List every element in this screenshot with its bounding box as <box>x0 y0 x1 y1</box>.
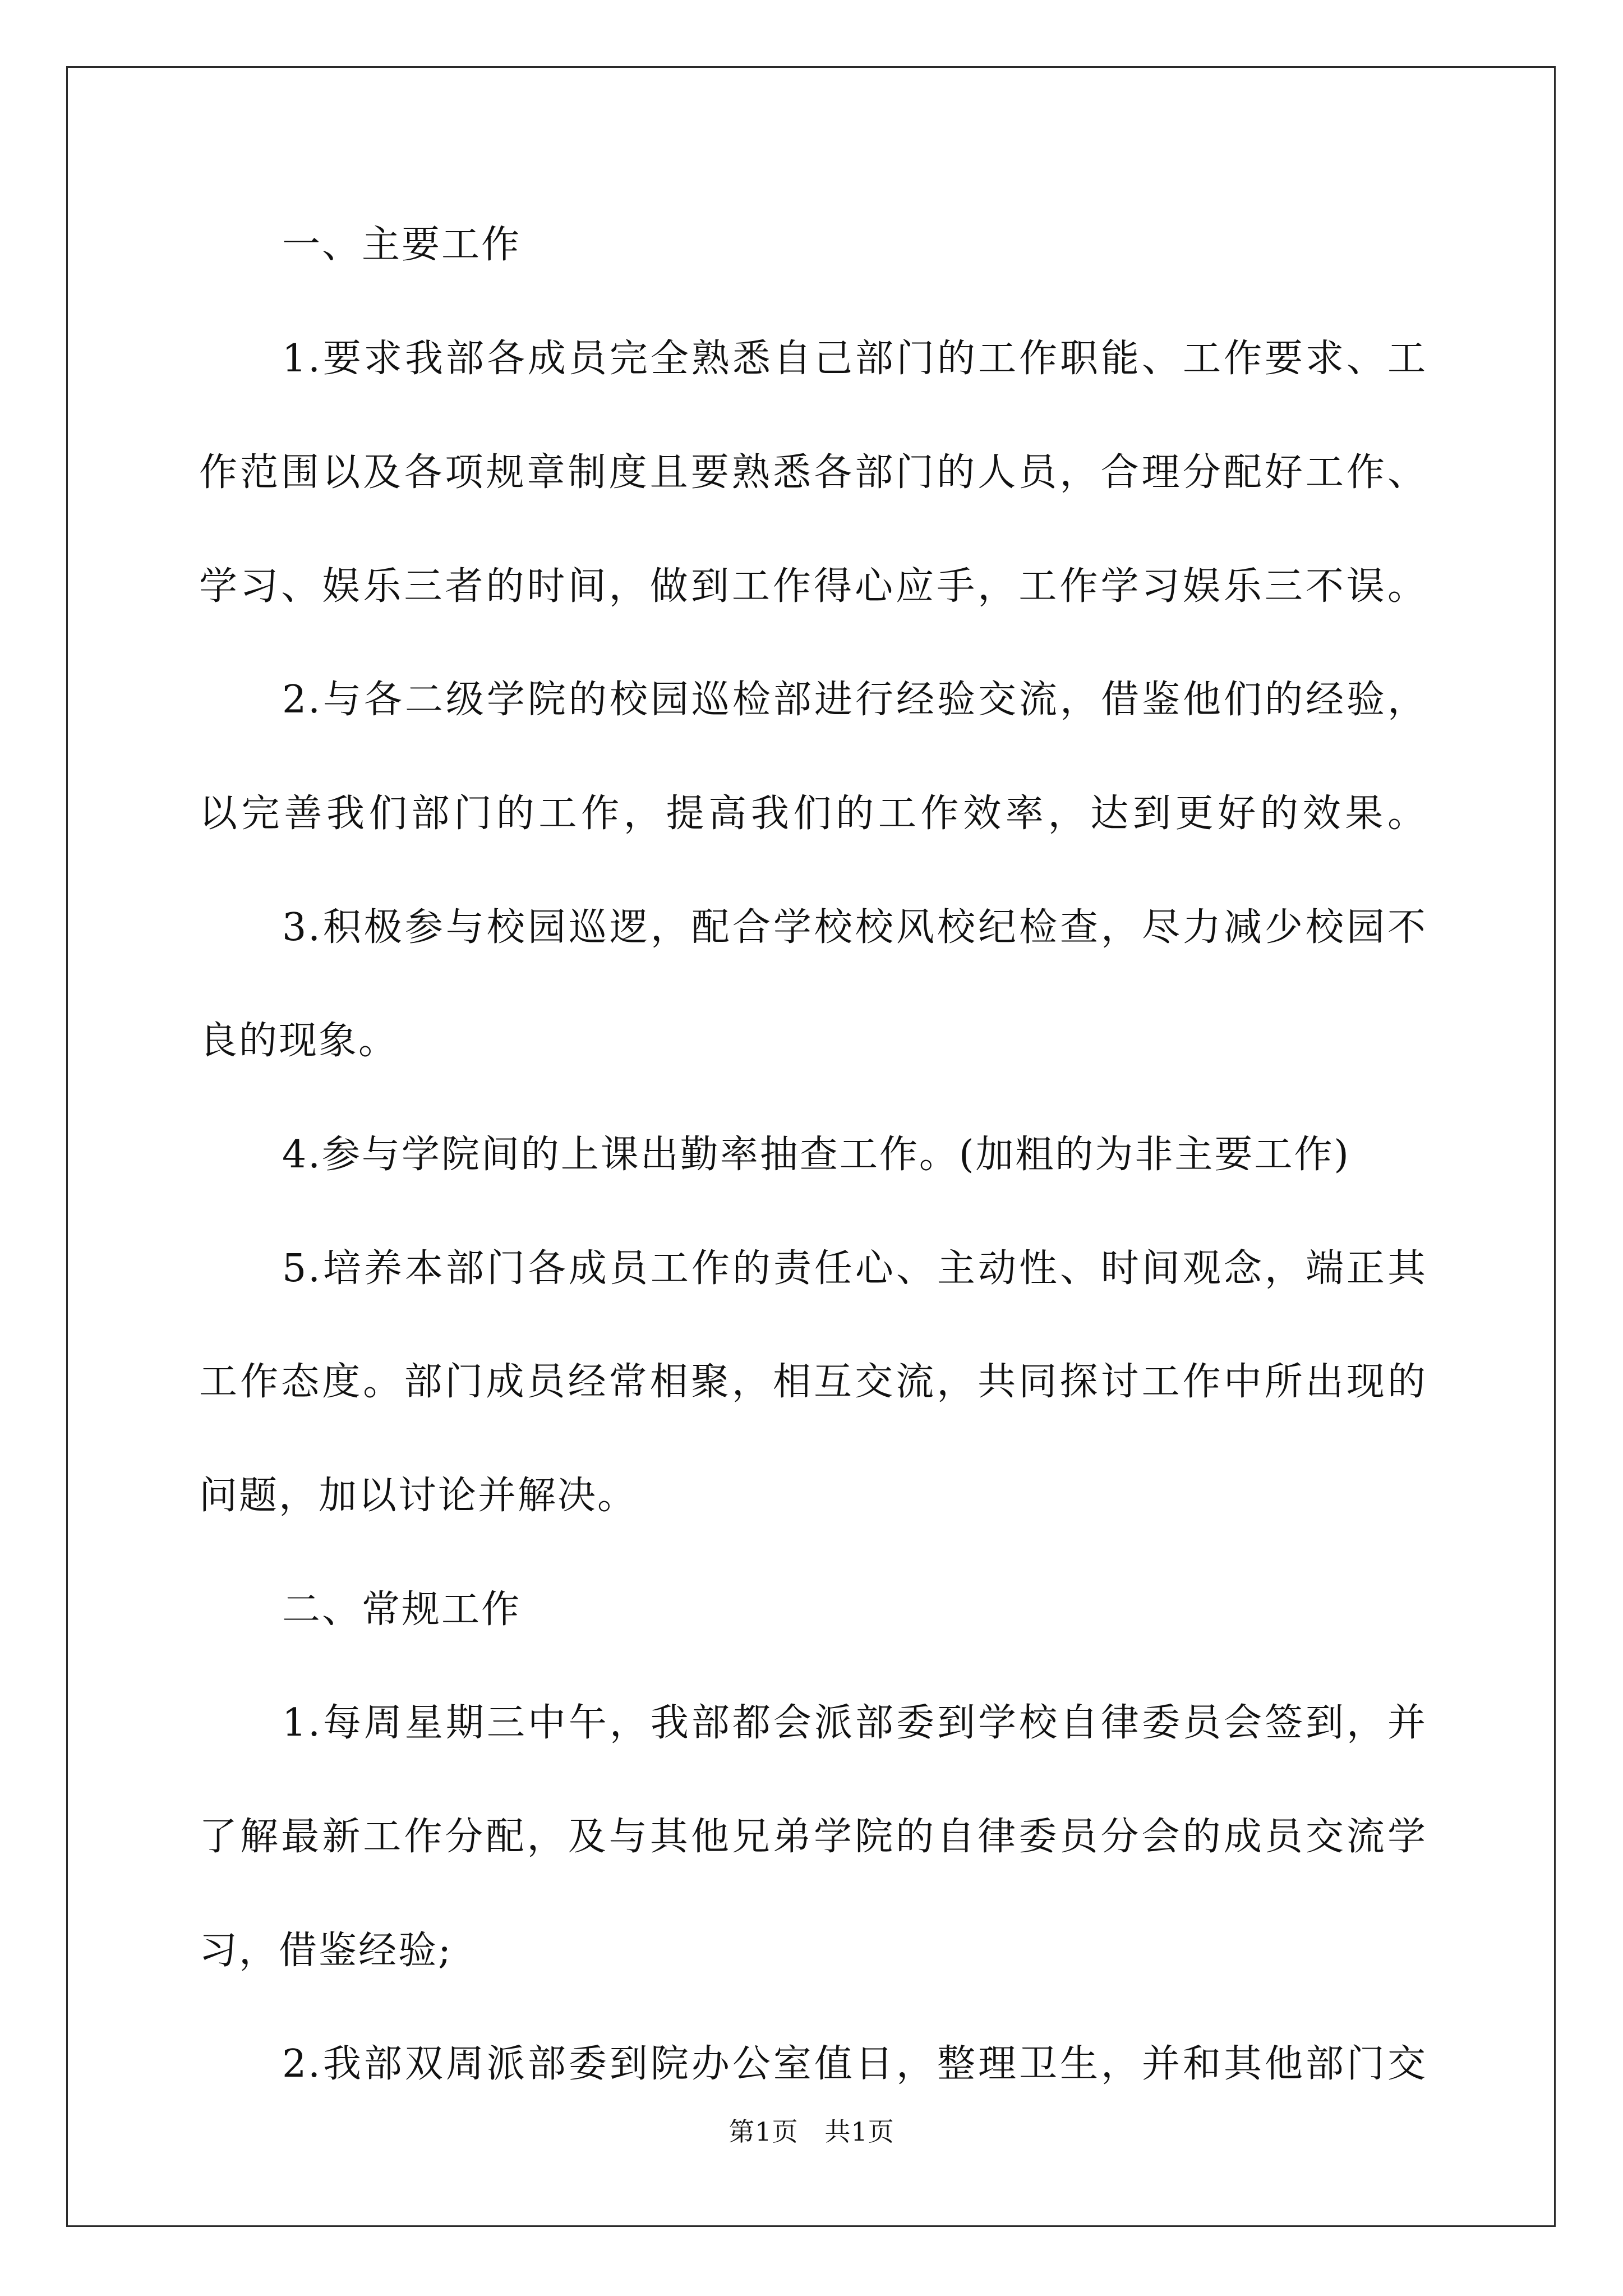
paragraph-line: 3.积极参与校园巡逻，配合学校校风校纪检查，尽力减少校园不 <box>282 905 1427 950</box>
paragraph-line: 学习、娱乐三者的时间，做到工作得心应手，工作学习娱乐三不误。 <box>199 564 1427 609</box>
paragraph-line: 2.我部双周派部委到院办公室值日，整理卫生，并和其他部门交 <box>282 2042 1427 2086</box>
paragraph-line: 习，借鉴经验; <box>199 1929 453 1973</box>
paragraph-line: 5.培养本部门各成员工作的责任心、主动性、时间观念，端正其 <box>282 1246 1427 1291</box>
paragraph-line: 2.与各二级学院的校园巡检部进行经验交流，借鉴他们的经验， <box>282 678 1427 722</box>
paragraph-line: 4.参与学院间的上课出勤率抽查工作。(加粗的为非主要工作) <box>282 1133 1350 1177</box>
paragraph-line: 了解最新工作分配，及与其他兄弟学院的自律委员分会的成员交流学 <box>199 1815 1427 1859</box>
paragraph-line: 问题，加以讨论并解决。 <box>199 1474 638 1518</box>
paragraph-line: 作范围以及各项规章制度且要熟悉各部门的人员，合理分配好工作、 <box>199 450 1427 495</box>
paragraph-line: 1.要求我部各成员完全熟悉自己部门的工作职能、工作要求、工 <box>282 337 1427 381</box>
page-number-footer: 第1页 共1页 <box>728 2116 895 2147</box>
paragraph-line: 工作态度。部门成员经常相聚，相互交流，共同探讨工作中所出现的 <box>199 1360 1427 1404</box>
paragraph-line: 以完善我们部门的工作，提高我们的工作效率，达到更好的效果。 <box>199 792 1427 836</box>
section-heading-main-work: 一、主要工作 <box>282 223 522 267</box>
section-heading-routine-work: 二、常规工作 <box>282 1588 522 1632</box>
paragraph-line: 1.每周星期三中午，我部都会派部委到学校自律委员会签到，并 <box>282 1701 1427 1745</box>
paragraph-line: 良的现象。 <box>199 1019 399 1063</box>
